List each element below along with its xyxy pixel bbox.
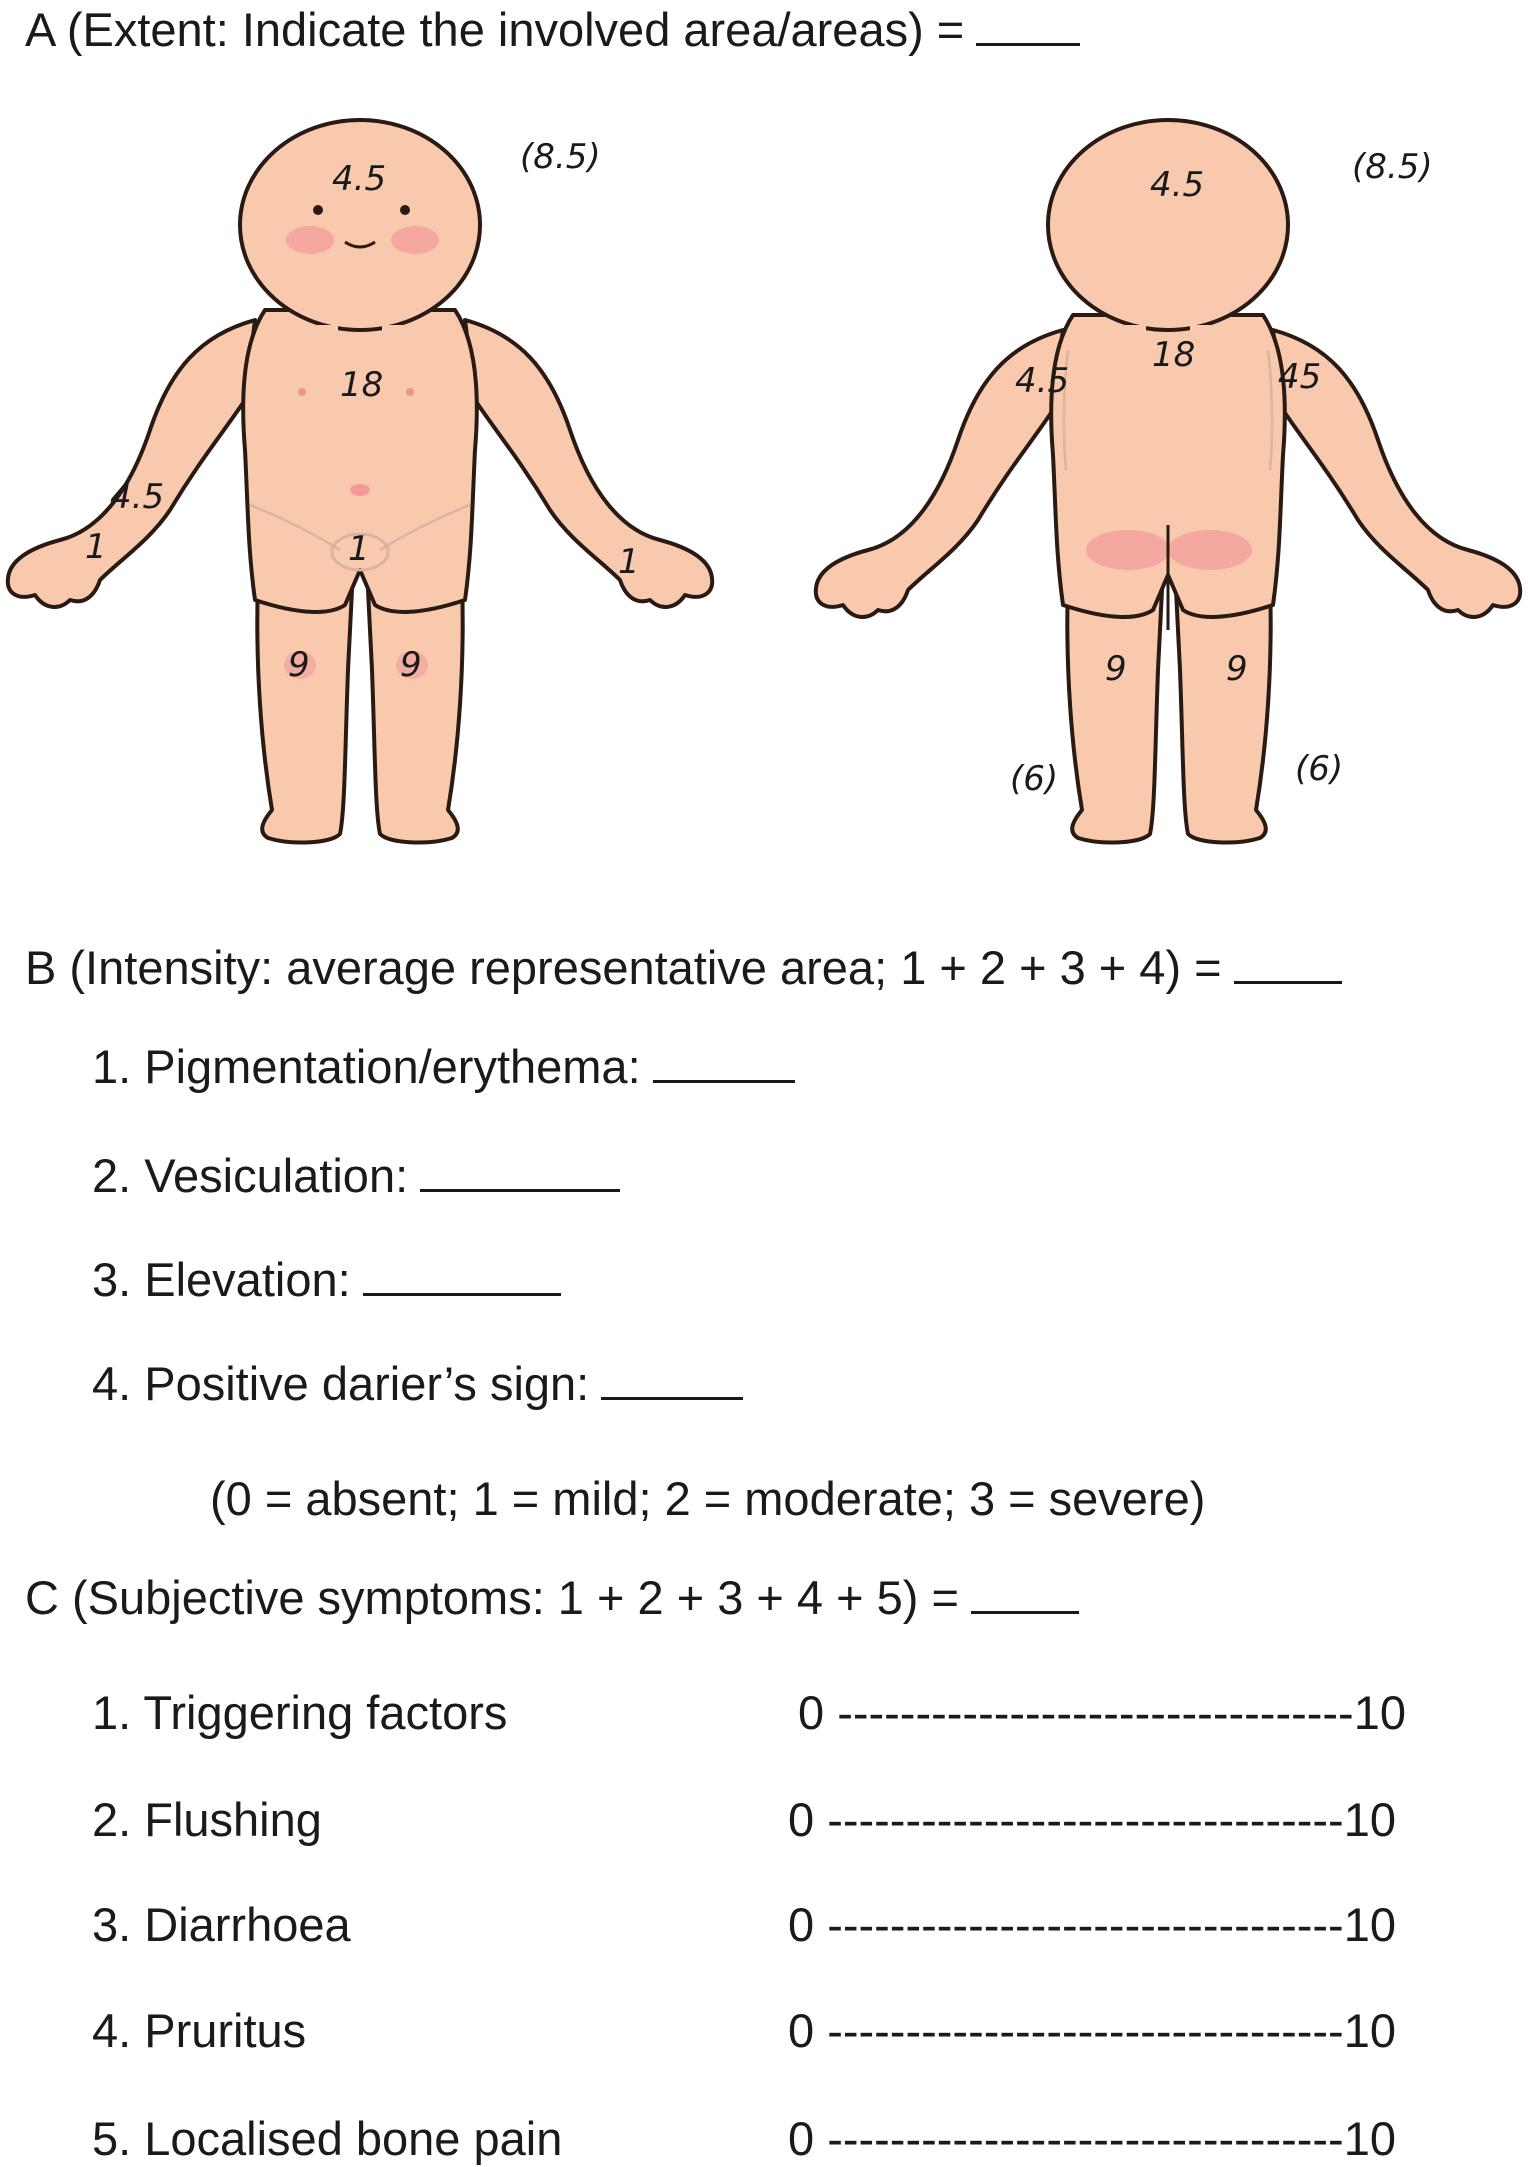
back-label-right-leg-total: (6) — [1010, 759, 1059, 799]
symptom-scale-diarrhoea[interactable] — [788, 1898, 1396, 1951]
scale-max: 10 — [1343, 2004, 1396, 2057]
intensity-blank[interactable] — [1234, 945, 1342, 984]
back-label-left-arm: 45 — [1278, 357, 1322, 397]
back-label-right-arm: 4.5 — [1015, 361, 1070, 401]
intensity-item-label: 1. Pigmentation/erythema: — [92, 1040, 641, 1093]
back-label-left-leg: 9 — [1226, 649, 1248, 689]
intensity-item-label: 4. Positive darier’s sign: — [92, 1357, 590, 1410]
vesiculation-blank[interactable] — [420, 1153, 620, 1192]
intensity-legend: (0 = absent; 1 = mild; 2 = moderate; 3 = severe) — [210, 1472, 1206, 1525]
section-b-heading — [25, 941, 1342, 994]
scale-min: 0 — [788, 1898, 815, 1951]
front-label-left-hand: 1 — [618, 542, 640, 582]
extent-blank[interactable] — [976, 7, 1080, 46]
back-label-right-leg: 9 — [1105, 649, 1127, 689]
section-c-heading — [25, 1571, 1079, 1624]
scale-line: --------------------------------- — [837, 1686, 1354, 1739]
symptom-item-pruritus: 4. Pruritus — [92, 2004, 307, 2057]
symptom-item-bone-pain: 5. Localised bone pain — [92, 2112, 563, 2165]
section-a-heading — [25, 3, 1080, 56]
section-b-heading-text: B (Intensity: average representative area; 1 + 2 + 3 + 4) = — [25, 941, 1222, 994]
front-label-right-hand: 1 — [85, 527, 107, 567]
scale-min: 0 — [788, 2112, 815, 2165]
scale-line: --------------------------------- — [827, 2004, 1344, 2057]
scale-max: 10 — [1343, 2112, 1396, 2165]
front-label-right-leg: 9 — [288, 645, 310, 685]
scale-min: 0 — [798, 1686, 825, 1739]
front-body-figure — [0, 110, 720, 870]
symptom-scale-triggering[interactable] — [798, 1686, 1406, 1739]
back-label-head: 4.5 — [1150, 165, 1205, 205]
back-body-figure — [818, 110, 1528, 870]
pigmentation-blank[interactable] — [653, 1044, 795, 1083]
front-label-arm: 4.5 — [110, 477, 165, 517]
front-label-trunk: 18 — [340, 365, 384, 405]
scale-min: 0 — [788, 2004, 815, 2057]
scale-line: --------------------------------- — [827, 2112, 1344, 2165]
scale-line: --------------------------------- — [827, 1898, 1344, 1951]
scale-max: 10 — [1353, 1686, 1406, 1739]
back-body-silhouette — [816, 120, 1520, 843]
symptom-item-flushing: 2. Flushing — [92, 1793, 322, 1846]
intensity-item-label: 3. Elevation: — [92, 1253, 351, 1306]
elevation-blank[interactable] — [363, 1257, 561, 1296]
front-label-left-leg: 9 — [400, 645, 422, 685]
intensity-item-darier — [92, 1357, 743, 1410]
symptom-scale-pruritus[interactable] — [788, 2004, 1396, 2057]
back-label-head-total: (8.5) — [1352, 147, 1433, 187]
intensity-item-elevation — [92, 1253, 561, 1306]
scale-max: 10 — [1343, 1898, 1396, 1951]
symptom-scale-flushing[interactable] — [788, 1793, 1396, 1846]
intensity-item-vesiculation — [92, 1149, 620, 1202]
scale-min: 0 — [788, 1793, 815, 1846]
symptom-item-triggering: 1. Triggering factors — [92, 1686, 508, 1739]
front-label-groin: 1 — [348, 529, 370, 569]
scale-line: --------------------------------- — [827, 1793, 1344, 1846]
darier-blank[interactable] — [601, 1361, 743, 1400]
section-a-heading-text: A (Extent: Indicate the involved area/areas) = — [25, 3, 965, 56]
back-label-trunk: 18 — [1152, 335, 1196, 375]
symptoms-blank[interactable] — [971, 1575, 1079, 1614]
scale-max: 10 — [1343, 1793, 1396, 1846]
back-label-left-leg-total: (6) — [1295, 749, 1344, 789]
front-label-head-total: (8.5) — [520, 137, 601, 177]
symptom-scale-bone-pain[interactable] — [788, 2112, 1396, 2165]
front-label-head: 4.5 — [332, 159, 387, 199]
symptom-item-diarrhoea: 3. Diarrhoea — [92, 1898, 351, 1951]
section-c-heading-text: C (Subjective symptoms: 1 + 2 + 3 + 4 + 5) = — [25, 1571, 959, 1624]
intensity-item-pigmentation — [92, 1040, 795, 1093]
intensity-item-label: 2. Vesiculation: — [92, 1149, 409, 1202]
